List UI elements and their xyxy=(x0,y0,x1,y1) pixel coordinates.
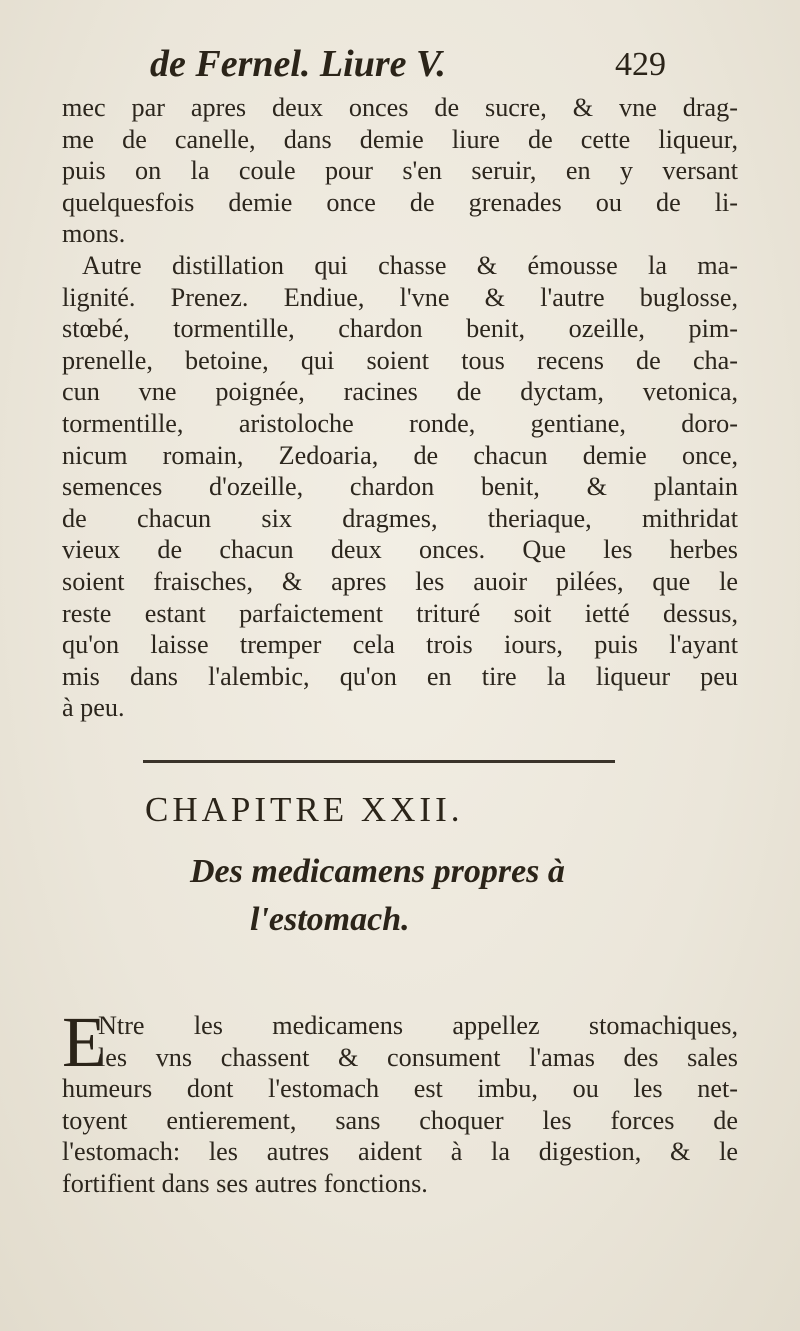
page-number: 429 xyxy=(615,46,666,83)
text-line: cun vne poignée, racines de dyctam, vetonica, xyxy=(62,377,738,407)
chapter-subtitle-line: l'estomach. xyxy=(250,901,410,938)
text-line: mons. xyxy=(62,219,126,249)
text-line: humeurs dont l'estomach est imbu, ou les net- xyxy=(62,1074,738,1104)
text-line: fortifient dans ses autres fonctions. xyxy=(62,1168,428,1198)
drop-cap-letter: E xyxy=(62,1002,106,1082)
running-title: de Fernel. Liure V. xyxy=(150,43,446,85)
text-line: qu'on laisse tremper cela trois iours, puis l'ayant xyxy=(62,630,738,660)
text-line: puis on la coule pour s'en seruir, en y versant xyxy=(62,156,738,186)
text-line: mec par apres deux onces de sucre, & vne drag- xyxy=(62,93,738,122)
text-line: toyent entierement, sans choquer les forces de xyxy=(62,1105,738,1135)
text-line: l'estomach: les autres aident à la digestion, & le xyxy=(62,1137,738,1167)
text-line: de chacun six dragmes, theriaque, mithridat xyxy=(62,503,738,533)
text-line: stœbé, tormentille, chardon benit, ozeille, pim- xyxy=(62,314,738,344)
text-line: les vns chassent & consument l'amas des sales xyxy=(98,1042,738,1072)
text-line: semences d'ozeille, chardon benit, & plantain xyxy=(62,472,738,502)
chapter-heading: CHAPITRE XXII. xyxy=(145,790,464,829)
chapter-subtitle xyxy=(190,848,670,944)
text-line: nicum romain, Zedoaria, de chacun demie once, xyxy=(62,440,738,470)
body-paragraphs xyxy=(62,92,738,724)
text-line: mis dans l'alembic, qu'on en tire la liqueur peu xyxy=(62,661,738,691)
chapter-divider-rule xyxy=(143,760,615,763)
chapter-paragraph xyxy=(62,1002,738,1200)
text-line: lignité. Prenez. Endiue, l'vne & l'autre buglosse, xyxy=(62,282,738,312)
text-line: tormentille, aristoloche ronde, gentiane, doro- xyxy=(62,408,738,438)
text-line: prenelle, betoine, qui soient tous recens de cha- xyxy=(62,345,738,375)
text-line: soient fraisches, & apres les auoir pilées, que le xyxy=(62,566,738,596)
chapter-subtitle-line: Des medicamens propres à xyxy=(190,853,565,890)
text-line: Ntre les medicamens appellez stomachiques, xyxy=(98,1011,738,1040)
text-line: quelquesfois demie once de grenades ou de li- xyxy=(62,187,738,217)
text-line: Autre distillation qui chasse & émousse la ma- xyxy=(82,250,738,280)
text-line: à peu. xyxy=(62,693,125,723)
page-header xyxy=(150,42,670,98)
text-line: vieux de chacun deux onces. Que les herbes xyxy=(62,535,738,565)
text-line: me de canelle, dans demie liure de cette liqueur, xyxy=(62,124,738,154)
text-line: reste estant parfaictement trituré soit ietté dessus, xyxy=(62,598,738,628)
